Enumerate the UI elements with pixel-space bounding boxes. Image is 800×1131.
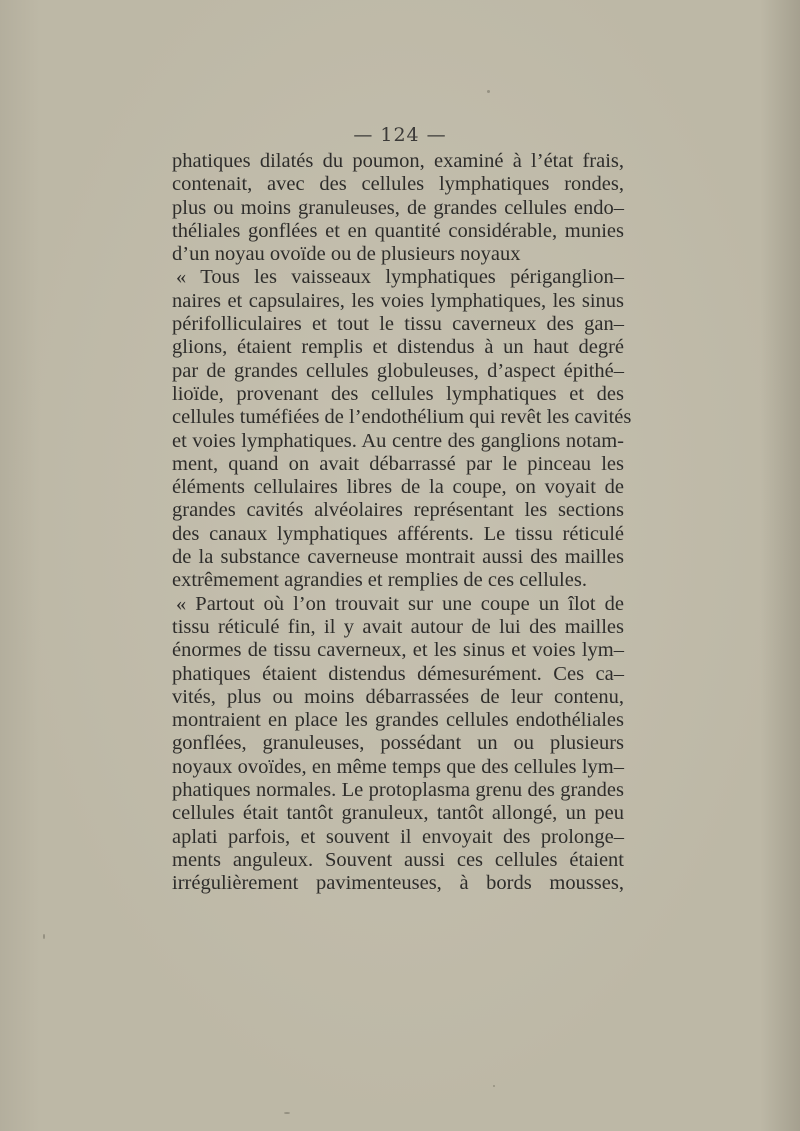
page-number: — 124 — bbox=[353, 124, 447, 146]
paragraph-3 bbox=[172, 593, 624, 896]
paper-speck bbox=[43, 934, 45, 939]
text-line: de la substance caverneuse montrait aussi des mailles bbox=[172, 546, 624, 569]
text-line: cellules était tantôt granuleux, tantôt allongé, un peu bbox=[172, 802, 624, 825]
paper-speck bbox=[284, 1112, 290, 1114]
text-line: phatiques dilatés du poumon, examiné à l’état frais, bbox=[172, 150, 624, 172]
text-line: éléments cellulaires libres de la coupe, on voyait de bbox=[172, 476, 624, 499]
paper-speck bbox=[493, 1085, 495, 1087]
text-line: et voies lymphatiques. Au centre des ganglions notam- bbox=[172, 429, 624, 452]
text-line: cellules tuméfiées de l’endothélium qui revêt les cavités bbox=[172, 406, 632, 429]
paragraph-1 bbox=[172, 150, 624, 266]
text-line: « Tous les vaisseaux lymphatiques périganglion– bbox=[176, 266, 624, 289]
text-line: ment, quand on avait débarrassé par le pinceau les bbox=[172, 452, 624, 475]
text-line: montraient en place les grandes cellules endothéliales bbox=[172, 709, 624, 732]
text-line: d’un noyau ovoïde ou de plusieurs noyaux bbox=[172, 243, 521, 266]
text-line: irrégulièrement pavimenteuses, à bords mousses, bbox=[172, 872, 624, 895]
text-line: phatiques normales. Le protoplasma grenu des grandes bbox=[172, 779, 624, 802]
paper-speck bbox=[487, 90, 490, 93]
text-line: vités, plus ou moins débarrassées de leur contenu, bbox=[172, 685, 624, 708]
text-line: ments anguleux. Souvent aussi ces cellules étaient bbox=[172, 848, 624, 871]
text-line: tissu réticulé fin, il y avait autour de lui des mailles bbox=[172, 615, 624, 638]
text-line: lioïde, provenant des cellules lymphatiques et des bbox=[172, 382, 624, 405]
text-line: contenait, avec des cellules lymphatiques rondes, bbox=[172, 173, 624, 196]
body-text bbox=[172, 150, 632, 896]
text-line: grandes cavités alvéolaires représentant les sections bbox=[172, 499, 624, 522]
text-line: des canaux lymphatiques afférents. Le tissu réticulé bbox=[172, 522, 624, 545]
text-line: noyaux ovoïdes, en même temps que des cellules lym– bbox=[172, 755, 624, 778]
text-line: aplati parfois, et souvent il envoyait des prolonge– bbox=[172, 825, 624, 848]
text-line: théliales gonflées et en quantité considérable, munies bbox=[172, 219, 624, 242]
text-line: naires et capsulaires, les voies lymphatiques, les sinus bbox=[172, 289, 624, 312]
paragraph-2 bbox=[172, 266, 632, 592]
text-line: énormes de tissu caverneux, et les sinus et voies lym– bbox=[172, 639, 624, 662]
text-line: par de grandes cellules globuleuses, d’aspect épithé– bbox=[172, 359, 624, 382]
text-line: périfolliculaires et tout le tissu caverneux des gan– bbox=[172, 313, 624, 336]
text-line: plus ou moins granuleuses, de grandes cellules endo– bbox=[172, 196, 624, 219]
text-line: phatiques étaient distendus démesurément. Ces ca– bbox=[172, 662, 624, 685]
text-line: extrêmement agrandies et remplies de ces cellules. bbox=[172, 569, 587, 592]
text-line: gonflées, granuleuses, possédant un ou plusieurs bbox=[172, 732, 624, 755]
text-line: glions, étaient remplis et distendus à un haut degré bbox=[172, 336, 624, 359]
text-line: « Partout où l’on trouvait sur une coupe un îlot de bbox=[176, 592, 624, 615]
